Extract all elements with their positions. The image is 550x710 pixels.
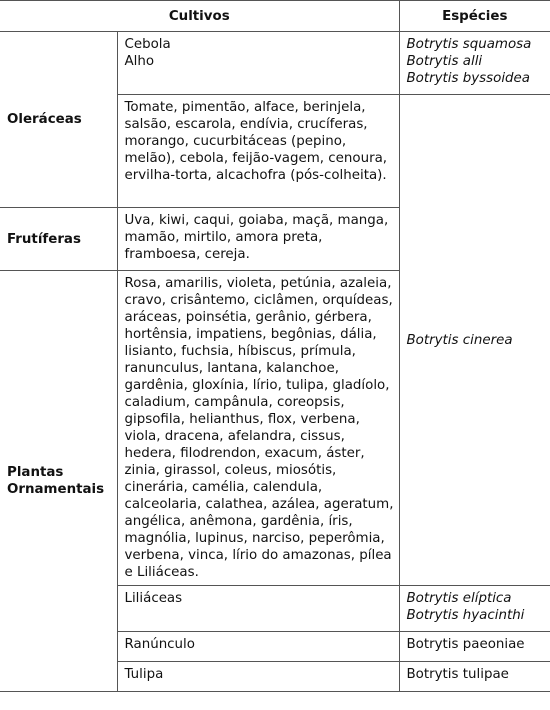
group-ornamentais bbox=[0, 271, 117, 692]
cell-frutas: Uva, kiwi, caqui, goiaba, maçã, manga, mamão, mirtilo, amora preta, framboesa, cereja. bbox=[117, 208, 399, 271]
group-frutiferas: Frutíferas bbox=[0, 208, 117, 271]
table-row bbox=[0, 32, 550, 95]
cell-species-cinerea: Botrytis cinerea bbox=[399, 95, 550, 586]
cell-species-cebola-alho bbox=[399, 32, 550, 95]
header-cultivos: Cultivos bbox=[0, 1, 399, 32]
cell-hortalicas: Tomate, pimentão, alface, berinjela, salsão, escarola, endívia, crucíferas, morango, cucurbitáceas (pepino, melão), cebola, feijão-vagem, cenoura, ervilha-torta, alcachofra (pós-colheita). bbox=[117, 95, 399, 208]
cultivo-cebola: Cebola bbox=[124, 37, 171, 52]
cell-liliaceas: Liliáceas bbox=[117, 586, 399, 632]
group-oleraceas: Oleráceas bbox=[0, 32, 117, 208]
header-row bbox=[0, 1, 550, 32]
cell-tulipa: Tulipa bbox=[117, 662, 399, 692]
species-hyacinthi: Botrytis hyacinthi bbox=[406, 608, 525, 623]
group-ornamentais-line1: Plantas bbox=[7, 465, 64, 480]
species-squamosa: Botrytis squamosa bbox=[406, 37, 532, 52]
cell-species-liliaceas bbox=[399, 586, 550, 632]
header-especies: Espécies bbox=[399, 1, 550, 32]
cell-cebola-alho bbox=[117, 32, 399, 95]
species-alli: Botrytis alli bbox=[406, 54, 483, 69]
species-eliptica: Botrytis elíptica bbox=[406, 591, 512, 606]
species-byssoidea: Botrytis byssoidea bbox=[406, 71, 530, 86]
cell-ornamentais: Rosa, amarilis, violeta, petúnia, azaleia, cravo, crisântemo, ciclâmen, orquídeas, aráceas, poinsétia, gerânio, gérbera, hortênsia, impatiens, begônias, dália, lisianto, fuchsia, híbiscus, prímula, ranunculus, lantana, kalanchoe, gardênia, gloxínia, lírio, tulipa, gladíolo, caladium, campânula, coreopsis, gipsofila, helianthus, flox, verbena, viola, dracena, afelandra, cissus, hedera, filodrendon, exacum, áster, zinia, girassol, coleus, miosótis, cinerária, camélia, calendula, calceolaria, calathea, azálea, ageratum, angélica, anêmona, gardênia, íris, magnólia, lupinus, narciso, peperômia, verbena, vinca, lírio do amazonas, pílea e Liliáceas. bbox=[117, 271, 399, 586]
cell-species-paeoniae: Botrytis paeoniae bbox=[399, 632, 550, 662]
cultivo-alho: Alho bbox=[124, 54, 155, 69]
cell-ranunculo: Ranúnculo bbox=[117, 632, 399, 662]
cell-species-tulipae: Botrytis tulipae bbox=[399, 662, 550, 692]
group-ornamentais-line2: Ornamentais bbox=[7, 482, 105, 497]
